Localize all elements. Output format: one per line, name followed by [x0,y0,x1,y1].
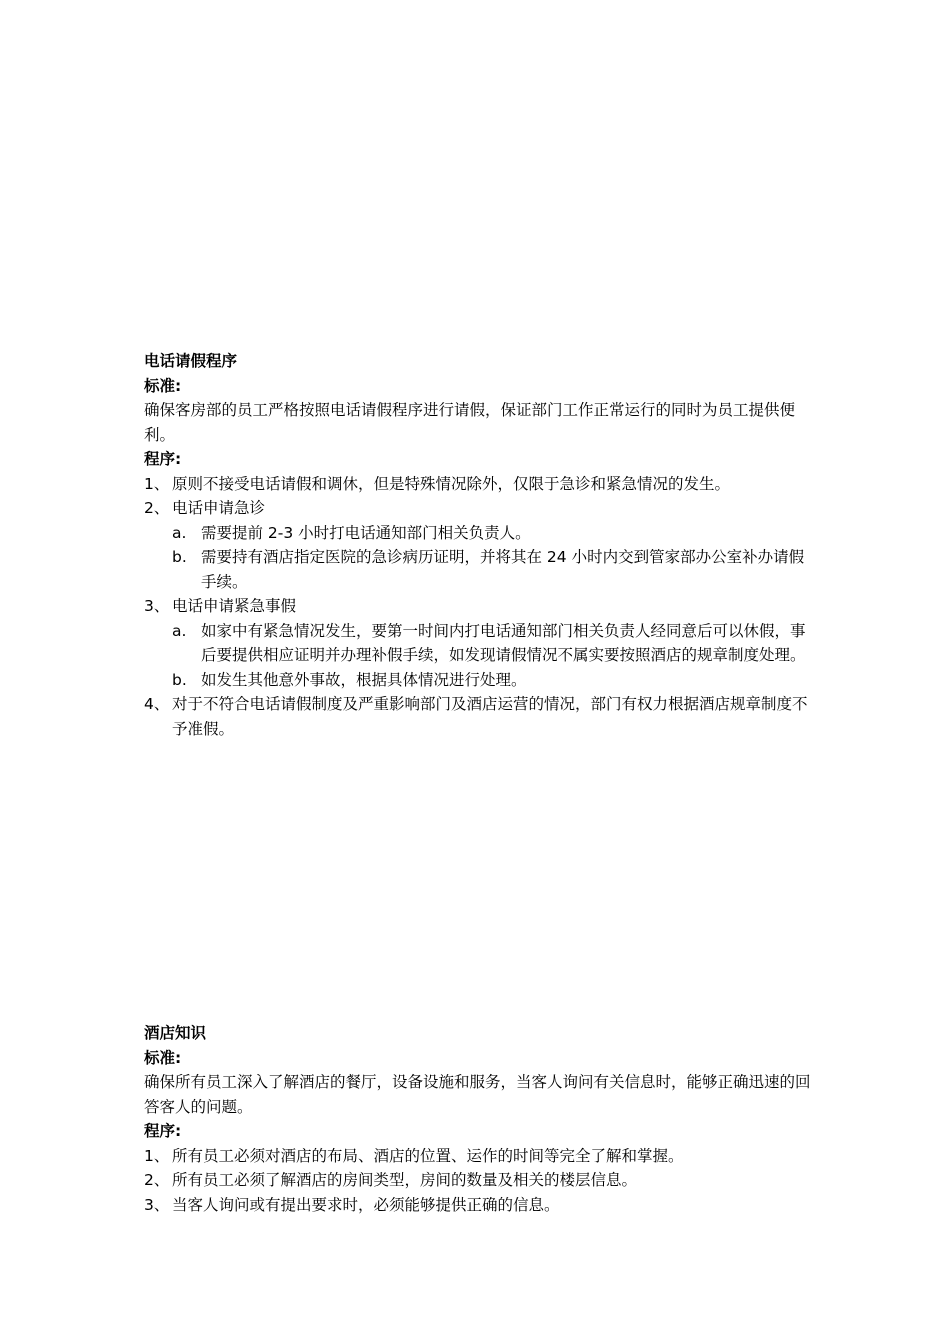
sub-item [144,521,814,546]
list-item-text: 电话申请急诊 [172,499,266,517]
list-item-text: 原则不接受电话请假和调休，但是特殊情况除外，仅限于急诊和紧急情况的发生。 [172,474,731,493]
list-item [144,692,814,741]
list-item [144,1144,814,1169]
standard-text: 确保客房部的员工严格按照电话请假程序进行请假，保证部门工作正常运行的同时为员工提供便利。 [144,401,796,444]
sub-item-letter: b. [172,548,187,566]
sub-item [144,545,814,594]
list-item-number: 4、 [144,695,170,713]
list-item [144,496,814,521]
section-phone-leave [144,349,814,741]
standard-text: 确保所有员工深入了解酒店的餐厅，设备设施和服务，当客人询问有关信息时，能够正确迅速的回答客人的问题。 [144,1073,811,1116]
list-item-text: 当客人询问或有提出要求时，必须能够提供正确的信息。 [172,1195,560,1214]
procedure-label: 程序: [144,1122,182,1140]
sub-item-text: 如发生其他意外事故，根据具体情况进行处理。 [201,670,527,689]
sub-item [144,619,814,668]
list-item-number: 2、 [144,1171,170,1189]
sub-item-letter: a. [172,621,187,640]
sub-item-text: 如家中有紧急情况发生，要第一时间内打电话通知部门相关负责人经同意后可以休假，事后要提供相应证明并办理补假手续，如发现请假情况不属实要按照酒店的规章制度处理。 [201,621,806,664]
list-item-number: 1、 [144,474,170,493]
list-item [144,1168,814,1193]
sub-item-text: 需要持有酒店指定医院的急诊病历证明，并将其在 24 小时内交到管家部办公室补办请假手续。 [201,548,805,591]
list-item [144,472,814,497]
standard-label: 标准: [144,376,182,395]
list-item-text: 所有员工必须了解酒店的房间类型，房间的数量及相关的楼层信息。 [172,1171,638,1189]
list-item-text: 电话申请紧急事假 [172,597,297,615]
standard-label: 标准: [144,1048,182,1067]
procedure-label: 程序: [144,450,182,468]
sub-item-letter: a. [172,523,187,542]
list-item-number: 1、 [144,1146,170,1165]
list-item-number: 3、 [144,1195,170,1214]
list-item-text: 所有员工必须对酒店的布局、酒店的位置、运作的时间等完全了解和掌握。 [172,1146,684,1165]
list-item-text: 对于不符合电话请假制度及严重影响部门及酒店运营的情况，部门有权力根据酒店规章制度不予准假。 [172,695,808,738]
list-item [144,594,814,619]
sub-item-letter: b. [172,670,187,689]
sub-item [144,668,814,693]
list-item-number: 2、 [144,499,170,517]
section-hotel-knowledge [144,1021,814,1217]
section-title: 电话请假程序 [144,352,238,370]
list-item-number: 3、 [144,597,170,615]
list-item [144,1193,814,1218]
section-title: 酒店知识 [144,1024,207,1042]
sub-item-text: 需要提前 2-3 小时打电话通知部门相关负责人。 [201,523,531,542]
